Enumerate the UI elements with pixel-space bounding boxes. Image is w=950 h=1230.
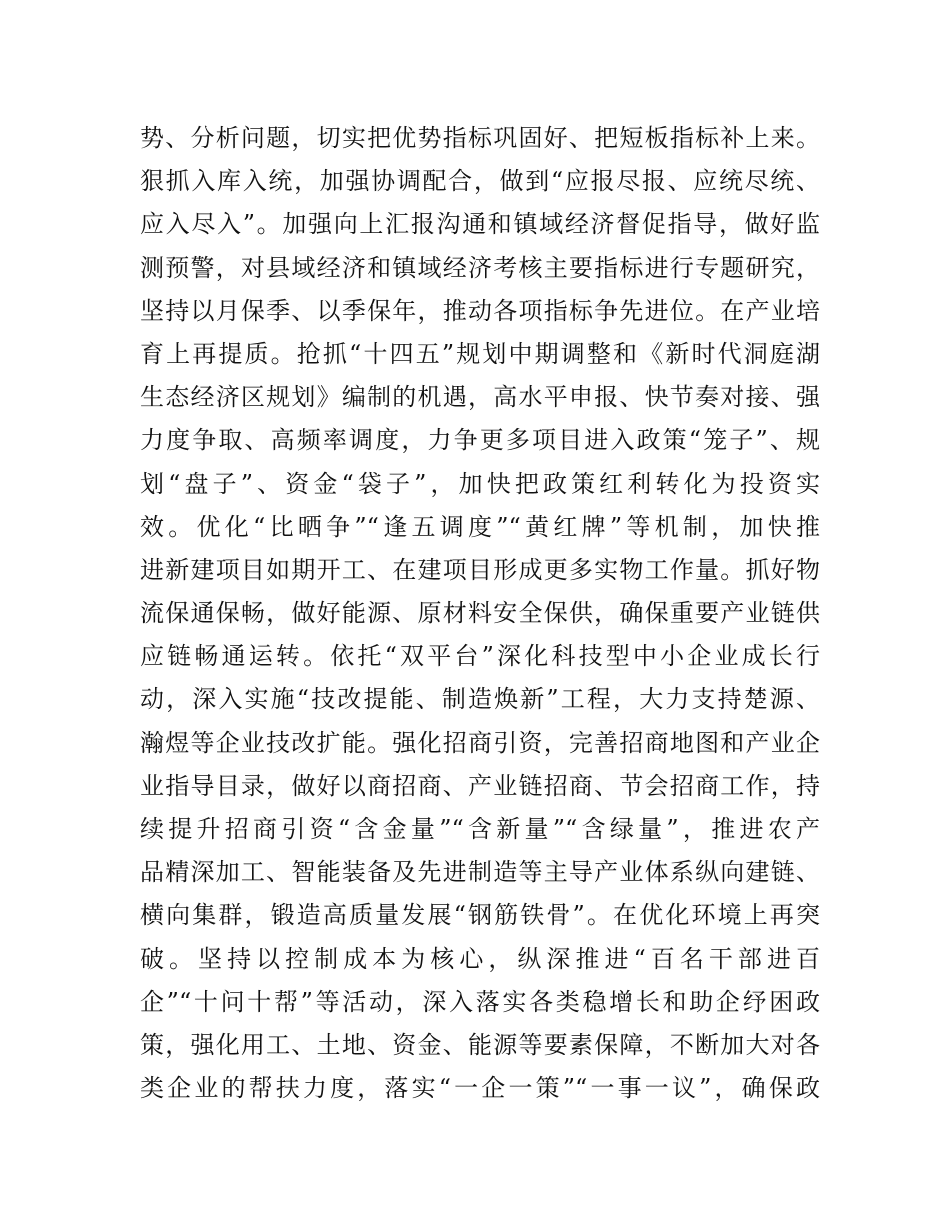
text-line: 类企业的帮扶力度，落实“一企一策”“一事一议”，确保政: [140, 1074, 820, 1103]
text-line: 力度争取、高频率调度，力争更多项目进入政策“笼子”、规: [140, 426, 820, 455]
text-line: 狠抓入库入统，加强协调配合，做到“应报尽报、应统尽统、: [140, 167, 820, 196]
text-line: 动，深入实施“技改提能、制造焕新”工程，大力支持楚源、: [140, 685, 820, 714]
text-line: 品精深加工、智能装备及先进制造等主导产业体系纵向建链、: [140, 858, 820, 887]
body-text: [140, 117, 820, 1110]
text-line: 策，强化用工、土地、资金、能源等要素保障，不断加大对各: [140, 1030, 820, 1059]
text-line: 横向集群，锻造高质量发展“钢筋铁骨”。在优化环境上再突: [140, 901, 820, 930]
text-line: 续提升招商引资“含金量”“含新量”“含绿量”，推进农产: [140, 815, 820, 843]
text-line: 划“盘子”、资金“袋子”，加快把政策红利转化为投资实: [140, 469, 820, 498]
text-line: 进新建项目如期开工、在建项目形成更多实物工作量。抓好物: [140, 555, 820, 584]
text-line: 效。优化“比晒争”“逢五调度”“黄红牌”等机制，加快推: [140, 512, 820, 541]
text-line: 应链畅通运转。依托“双平台”深化科技型中小企业成长行: [140, 642, 820, 671]
text-line: 坚持以月保季、以季保年，推动各项指标争先进位。在产业培: [140, 296, 820, 325]
text-line: 应入尽入”。加强向上汇报沟通和镇域经济督促指导，做好监: [140, 210, 820, 239]
text-line: 生态经济区规划》编制的机遇，高水平申报、快节奏对接、强: [140, 383, 820, 412]
text-line: 测预警，对县域经济和镇域经济考核主要指标进行专题研究，: [140, 253, 820, 282]
text-line: 势、分析问题，切实把优势指标巩固好、把短板指标补上来。: [140, 124, 820, 152]
text-line: 企”“十问十帮”等活动，深入落实各类稳增长和助企纾困政: [140, 987, 820, 1016]
text-line: 业指导目录，做好以商招商、产业链招商、节会招商工作，持: [140, 771, 820, 800]
text-line: 破。坚持以控制成本为核心，纵深推进“百名干部进百: [140, 944, 820, 973]
text-line: 流保通保畅，做好能源、原材料安全保供，确保重要产业链供: [140, 599, 820, 628]
text-line: 育上再提质。抢抓“十四五”规划中期调整和《新时代洞庭湖: [140, 339, 820, 368]
text-line: 瀚煜等企业技改扩能。强化招商引资，完善招商地图和产业企: [140, 728, 820, 757]
